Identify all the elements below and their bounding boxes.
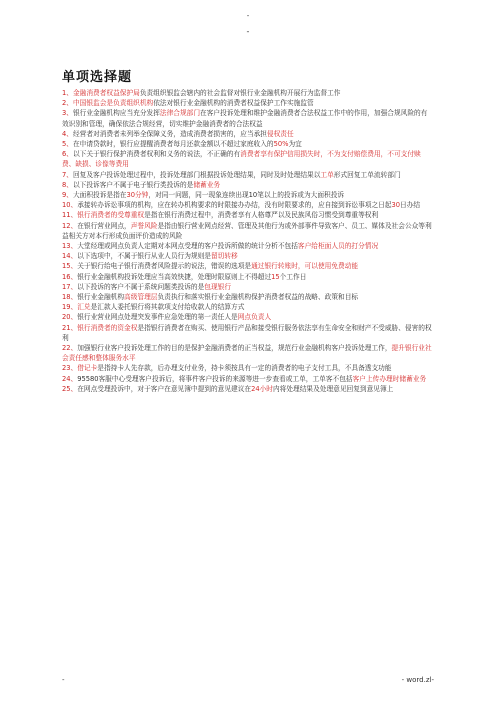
question-item [62, 343, 434, 363]
question-item [62, 272, 434, 282]
answer-highlight: 储蓄业务 [193, 180, 221, 189]
question-number: 3、 [62, 109, 73, 118]
question-text: ，对同一问题，同一现象连续出现10笔以上的投诉或为大面积投诉 [148, 191, 345, 200]
question-text: 在银行营业网点， [77, 221, 131, 230]
question-text: 以下选项中，不属于银行从业人员行为规则是 [77, 252, 211, 261]
answer-highlight: 高级管理层 [124, 293, 158, 302]
answer-highlight: 通过银行转账时，可以使用免费动能 [251, 262, 359, 271]
answer-highlight: 银行消费者的资金权 [77, 323, 138, 332]
answer-highlight: 30 [391, 201, 401, 210]
question-item [62, 374, 434, 384]
question-text: 是指银行消费者在购买、使用银行产品和接受银行服务依法享有生命安全和财产不受威胁、侵害的权利 [62, 323, 432, 342]
answer-highlight: 银行消费者的受尊重权 [77, 211, 145, 220]
question-number: 9、 [62, 191, 73, 200]
footer-right-mark: - word.zl- [401, 676, 434, 684]
question-number: 12、 [62, 221, 78, 230]
question-list [62, 88, 434, 394]
answer-highlight: 50% [273, 140, 289, 149]
question-item [62, 282, 434, 292]
question-number: 1、 [62, 89, 73, 97]
question-item [62, 170, 434, 180]
answer-highlight: 24小时 [251, 384, 273, 393]
question-number: 20、 [62, 313, 78, 322]
question-item [62, 384, 434, 394]
question-item [62, 302, 434, 312]
question-number: 19、 [62, 303, 78, 312]
answer-highlight: 留切转移 [210, 252, 238, 261]
question-number: 2、 [62, 99, 73, 108]
question-number: 18、 [62, 293, 78, 302]
answer-highlight: 消费者享有保护信用损失时，不为支付赔偿费用，不可支付赎费、缺损、诊像等费用 [62, 150, 421, 169]
question-text: 银行业营业网点处理突发事件应急处理的第一责任人是 [77, 313, 238, 322]
question-text: 在申请贷款时，银行应提醒消费者每月还款金额以不超过家庭收入的 [72, 140, 274, 149]
question-number: 22、 [62, 344, 78, 353]
answer-highlight: 网点负责人 [237, 313, 272, 322]
question-text: 负责组织银监会辖内的社会监督对银行业金融机构开展行为监督工作 [139, 89, 341, 97]
question-text: 以下关于银行保护消费者权利和义务的说法，不正确的有 [72, 150, 241, 159]
question-text: 银行业金融机构应当充分发挥 [72, 109, 160, 118]
question-text: 是指在银行消费过程中，消费者享有人格尊严以及民族风俗习惯受到尊重等权利 [144, 211, 379, 220]
question-item [62, 108, 434, 128]
question-number: 7、 [62, 170, 73, 179]
answer-highlight: 借记卡 [77, 364, 98, 373]
question-text: 关于银行给电子银行消费者风险提示的说法，错误的选项是 [77, 262, 252, 271]
question-number: 10、 [62, 201, 78, 210]
question-item [62, 98, 434, 108]
question-number: 25、 [62, 384, 78, 393]
question-item [62, 292, 434, 302]
question-item [62, 180, 434, 190]
question-item [62, 363, 434, 373]
question-text: 日办结 [400, 201, 421, 210]
question-text: 是指持卡人先存款，后办理支付业务，持卡须按具有一定的消费者的电子支付工具，不具备透支功能 [97, 364, 392, 373]
question-text: 回复及客户投诉处理过程中，投诉处理部门根据投诉处理结果，同时及时处理结果以 [72, 170, 321, 179]
question-number: 16、 [62, 272, 78, 281]
question-text: 以下投诉客户不属于电子银行类投诉的是 [72, 180, 194, 189]
question-text: 银行业金融机构投诉处理应当高效快捷，处理时限原则上不得超过 [77, 272, 272, 281]
question-text: 银行业金融机构 [77, 293, 125, 302]
question-text: 是指由银行营业网点经营、管理及其他行为或外部事件导致客户、员工、媒体及社会公众等利益相关方对本行形成负面评价造成的风险 [62, 221, 432, 240]
question-number: 8、 [62, 180, 73, 189]
section-title: 单项选择题 [62, 70, 133, 85]
question-text: 内将处理结果及处理意见回复到意见簿上 [272, 384, 394, 393]
question-text: 为宜 [288, 140, 302, 149]
question-text: 承接转办诉讼事项的机构，应在转办机构要求的时限接办办结，没有时限要求的，应自接到诉讼事项之日起 [77, 201, 392, 210]
question-text: 加强银行业客户投诉处理工作的目的是保护金融消费者的正当权益，规范行业金融机构客户投诉处理工作， [77, 344, 392, 353]
question-text: 依法对银行业金融机构的消费者权益保护工作实施监管 [153, 99, 314, 108]
question-item [62, 200, 434, 210]
question-number: 4、 [62, 129, 73, 138]
question-item [62, 261, 434, 271]
question-text: 是汇款人委托银行将其款项支付给收款人的结算方式 [90, 303, 245, 312]
answer-highlight: 工单 [320, 170, 334, 179]
question-number: 23、 [62, 364, 78, 373]
answer-highlight: 法律合规部门 [159, 109, 201, 118]
footer-left-mark: - [62, 676, 65, 684]
question-item [62, 190, 434, 200]
question-text: 95580客服中心受理客户投诉后，将事件客户投诉的来源等进一步查看或工单，工单客不包括 [77, 374, 353, 383]
answer-highlight: 提升银行业社会责任感和整体服务水平 [62, 344, 432, 363]
question-text: 个工作日 [279, 272, 307, 281]
answer-highlight: 30分钟 [126, 191, 149, 200]
question-item [62, 129, 434, 139]
question-number: 13、 [62, 242, 78, 251]
question-number: 11、 [62, 211, 78, 220]
question-number: 17、 [62, 282, 78, 291]
question-text: 在网点受理投诉中，对于客户在意见簿中提到的意见建议在 [77, 384, 252, 393]
question-item [62, 241, 434, 251]
question-text: 以下投诉的客户不属于系统问题类投诉的是 [77, 282, 205, 291]
question-number: 14、 [62, 252, 78, 261]
question-item [62, 312, 434, 322]
question-text: 负责执行和落实银行业金融机构保护消费者权益的战略、政策和目标 [157, 293, 359, 302]
question-item [62, 210, 434, 220]
question-number: 6、 [62, 150, 73, 159]
question-item [62, 149, 434, 169]
question-text: 形式回复工单流转部门 [333, 170, 401, 179]
answer-highlight: 汇兑 [77, 303, 91, 312]
question-item [62, 323, 434, 343]
question-item [62, 221, 434, 241]
question-text: 在客户投诉处理和维护金融消费者合法权益工作中的作用，加强合规风险的有效识别和管理，确保依法合规经营，切实维护金融消费者的合法权益 [62, 109, 428, 128]
answer-highlight: 客户上传办理时储蓄业务 [352, 374, 427, 383]
answer-highlight: 侵权责任 [266, 129, 294, 138]
header-mark-top: - [246, 12, 250, 20]
question-text: 大堂经理或网点负责人定期对本网点受理的客户投诉所做的统计分析不包括 [77, 242, 298, 251]
question-number: 5、 [62, 140, 73, 149]
answer-highlight: 声誉风险 [130, 221, 158, 230]
question-text: 大面积投诉是指在 [72, 191, 127, 200]
answer-highlight: 15 [271, 272, 280, 281]
answer-highlight: 金融消费者权益保护局 [72, 89, 140, 97]
question-item [62, 88, 434, 98]
question-number: 15、 [62, 262, 78, 271]
answer-highlight: 客户给柜面人员的打分情况 [297, 242, 379, 251]
question-number: 21、 [62, 323, 78, 332]
answer-highlight: 包现银行 [204, 282, 232, 291]
answer-highlight: 中国银监会是负责组织机构 [72, 99, 154, 108]
question-item [62, 251, 434, 261]
header-mark-bottom: - [246, 27, 250, 36]
question-number: 24、 [62, 374, 78, 383]
question-text: 经营者对消费者未列举全保障义务，造成消费者损害的，应当承担 [72, 129, 267, 138]
question-item [62, 139, 434, 149]
